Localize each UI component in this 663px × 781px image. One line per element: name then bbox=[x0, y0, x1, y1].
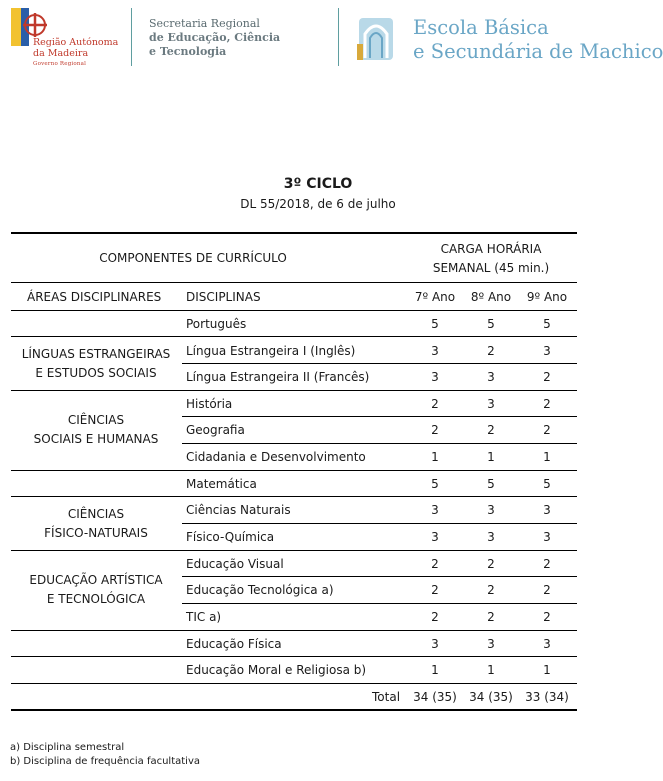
hours-value: 3 bbox=[431, 503, 439, 517]
hours-value: 3 bbox=[487, 503, 495, 517]
hours-value: 2 bbox=[543, 370, 551, 384]
subject-name: Língua Estrangeira I (Inglês) bbox=[186, 344, 356, 358]
table-rule bbox=[11, 232, 577, 234]
hours-value: 2 bbox=[543, 423, 551, 437]
hours-value: 2 bbox=[487, 344, 495, 358]
hours-value: 1 bbox=[431, 450, 439, 464]
hours-value: 3 bbox=[543, 344, 551, 358]
subject-name: Ciências Naturais bbox=[186, 503, 291, 517]
table-rule bbox=[11, 310, 577, 311]
school-logo-icon bbox=[357, 14, 395, 62]
subject-name: Educação Tecnológica a) bbox=[186, 583, 334, 597]
hours-value: 5 bbox=[543, 477, 551, 491]
table-rule bbox=[11, 336, 577, 337]
total-label: Total bbox=[372, 690, 401, 704]
hours-value: 2 bbox=[543, 397, 551, 411]
hours-value: 5 bbox=[487, 317, 495, 331]
hours-value: 3 bbox=[431, 530, 439, 544]
subject-name: Educação Moral e Religiosa b) bbox=[186, 663, 367, 677]
subject-name: História bbox=[186, 397, 233, 411]
area-label: E ESTUDOS SOCIAIS bbox=[35, 366, 157, 380]
col-header-year: 9º Ano bbox=[526, 290, 568, 304]
subject-name: TIC a) bbox=[186, 610, 222, 624]
hours-value: 2 bbox=[543, 583, 551, 597]
hours-value: 2 bbox=[431, 610, 439, 624]
table-rule bbox=[11, 630, 577, 631]
hours-value: 2 bbox=[431, 583, 439, 597]
col-header-year: 7º Ano bbox=[414, 290, 456, 304]
footnote: a) Disciplina semestral bbox=[10, 742, 125, 753]
col-header-subjects: DISCIPLINAS bbox=[186, 290, 261, 304]
page-header bbox=[0, 0, 663, 80]
table-rule bbox=[11, 390, 577, 391]
secretariat-name bbox=[149, 17, 280, 59]
region-name-line3: Governo Regional bbox=[33, 61, 87, 67]
hours-value: 3 bbox=[543, 530, 551, 544]
table-rule bbox=[11, 496, 577, 497]
table-rule bbox=[182, 363, 577, 364]
hours-value: 3 bbox=[487, 530, 495, 544]
hours-value: 2 bbox=[431, 397, 439, 411]
secretariat-line1: Secretaria Regional bbox=[149, 17, 260, 30]
table-rule bbox=[11, 550, 577, 551]
hours-value: 2 bbox=[431, 423, 439, 437]
region-name bbox=[33, 38, 118, 70]
header-load-line2: SEMANAL (45 min.) bbox=[432, 261, 550, 275]
hours-value: 2 bbox=[431, 557, 439, 571]
hours-value: 2 bbox=[487, 423, 495, 437]
total-value: 34 (35) bbox=[469, 690, 513, 704]
area-label: E TECNOLÓGICA bbox=[46, 592, 146, 606]
hours-value: 1 bbox=[543, 663, 551, 677]
region-name-line1: Região Autónoma bbox=[33, 37, 119, 48]
header-components: COMPONENTES DE CURRÍCULO bbox=[99, 251, 287, 265]
subject-name: Português bbox=[186, 317, 247, 331]
table-rule bbox=[182, 576, 577, 577]
hours-value: 2 bbox=[543, 610, 551, 624]
table-rule bbox=[11, 683, 577, 684]
col-header-areas: ÁREAS DISCIPLINARES bbox=[27, 290, 162, 304]
area-label: CIÊNCIAS bbox=[67, 507, 125, 521]
hours-value: 2 bbox=[487, 610, 495, 624]
subject-name: Língua Estrangeira II (Francês) bbox=[186, 370, 370, 384]
school-name bbox=[413, 16, 663, 64]
total-value: 33 (34) bbox=[525, 690, 569, 704]
page-subtitle: DL 55/2018, de 6 de julho bbox=[240, 197, 396, 211]
hours-value: 1 bbox=[487, 663, 495, 677]
hours-value: 3 bbox=[431, 344, 439, 358]
hours-value: 3 bbox=[431, 637, 439, 651]
subject-name: Educação Física bbox=[186, 637, 282, 651]
table-rule bbox=[11, 656, 577, 657]
subject-name: Físico-Química bbox=[186, 530, 275, 544]
area-label: LÍNGUAS ESTRANGEIRAS bbox=[21, 347, 171, 361]
table-rule bbox=[182, 523, 577, 524]
school-name-line1: Escola Básica bbox=[413, 16, 549, 39]
area-label: CIÊNCIAS bbox=[67, 413, 125, 427]
subject-name: Educação Visual bbox=[186, 557, 284, 571]
hours-value: 2 bbox=[487, 557, 495, 571]
area-label: FÍSICO-NATURAIS bbox=[44, 526, 148, 540]
secretariat-line2: de Educação, Ciência bbox=[149, 31, 281, 44]
footnote: b) Disciplina de frequência facultativa bbox=[10, 756, 200, 767]
hours-value: 3 bbox=[543, 503, 551, 517]
hours-value: 1 bbox=[487, 450, 495, 464]
subject-name: Cidadania e Desenvolvimento bbox=[186, 450, 366, 464]
header-divider bbox=[131, 8, 132, 66]
subject-name: Matemática bbox=[186, 477, 257, 491]
hours-value: 1 bbox=[431, 663, 439, 677]
hours-value: 2 bbox=[487, 583, 495, 597]
subject-name: Geografia bbox=[186, 423, 245, 437]
table-rule bbox=[11, 470, 577, 471]
secretariat-line3: e Tecnologia bbox=[149, 45, 227, 58]
table-rule bbox=[182, 603, 577, 604]
table-rule bbox=[182, 443, 577, 444]
hours-value: 5 bbox=[543, 317, 551, 331]
header-load-line1: CARGA HORÁRIA bbox=[440, 242, 542, 256]
area-label: EDUCAÇÃO ARTÍSTICA bbox=[29, 573, 163, 587]
school-name-line2: e Secundária de Machico bbox=[413, 40, 663, 63]
hours-value: 3 bbox=[487, 370, 495, 384]
table-rule bbox=[11, 282, 577, 283]
hours-value: 3 bbox=[487, 637, 495, 651]
hours-value: 5 bbox=[487, 477, 495, 491]
table-rule bbox=[11, 709, 577, 711]
hours-value: 5 bbox=[431, 317, 439, 331]
area-label: SOCIAIS E HUMANAS bbox=[33, 432, 159, 446]
region-name-line2: da Madeira bbox=[33, 47, 89, 59]
hours-value: 2 bbox=[543, 557, 551, 571]
hours-value: 3 bbox=[487, 397, 495, 411]
page-title: 3º CICLO bbox=[283, 176, 353, 192]
hours-value: 3 bbox=[431, 370, 439, 384]
header-divider bbox=[338, 8, 339, 66]
total-value: 34 (35) bbox=[413, 690, 457, 704]
hours-value: 5 bbox=[431, 477, 439, 491]
table-rule bbox=[182, 416, 577, 417]
hours-value: 1 bbox=[543, 450, 551, 464]
hours-value: 3 bbox=[543, 637, 551, 651]
col-header-year: 8º Ano bbox=[470, 290, 512, 304]
